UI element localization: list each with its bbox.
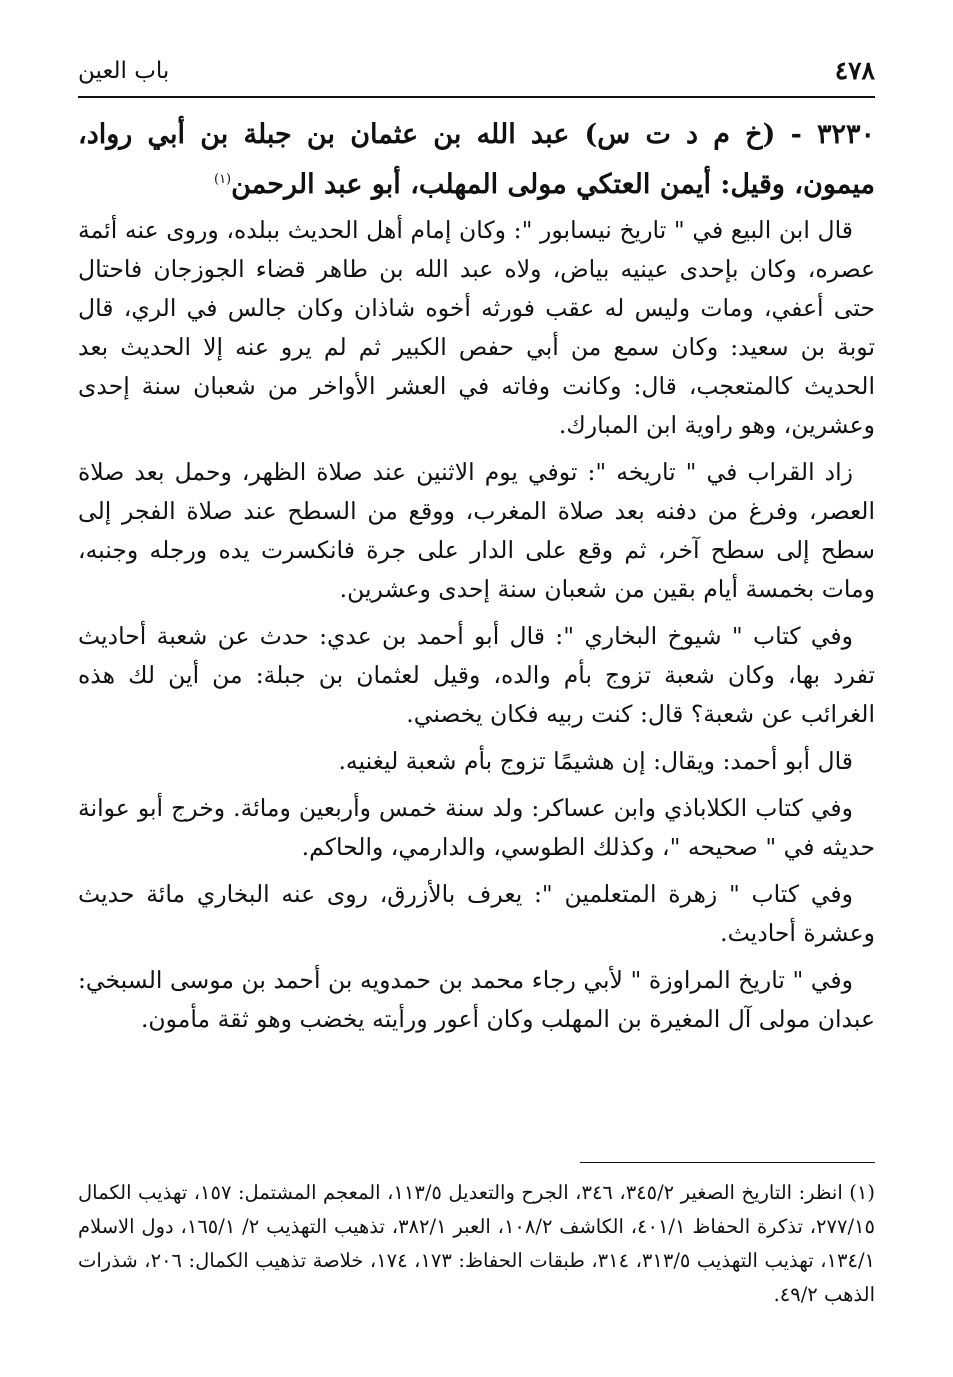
paragraph: وفي " تاريخ المراوزة " لأبي رجاء محمد بن حمدويه بن أحمد بن موسى السبخي: عبدان مولى آل المغيرة بن المهلب وكان أعور ورأيته يخضب وهو ثقة مأمون. <box>78 966 875 1033</box>
footnote-divider <box>580 1162 875 1163</box>
paragraph: قال ابن البيع في " تاريخ نيسابور ": وكان إمام أهل الحديث ببلده، وروى عنه أئمة عصره، وكان بإحدى عينيه بياض، ولاه عبد الله بن طاهر قضاء الجوزجان فاحتال حتى أعفي، ومات وليس له عقب فورثه أخوه شاذان وكان جالس في الري، قال توبة بن سعيد: وكان سمع من أبي حفص الكبير ثم لم يرو عنه إلا الحديث بعد الحديث كالمتعجب، قال: وكانت وفاته في العشر الأواخر من شعبان سنة إحدى وعشرين، وهو راوية ابن المبارك. <box>78 216 875 439</box>
main-text <box>78 112 875 1047</box>
paragraph: زاد القراب في " تاريخه ": توفي يوم الاثنين عند صلاة الظهر، وحمل بعد صلاة العصر، وفرغ من دفنه بعد صلاة المغرب، ووقع من السطح عند صلاة الفجر إلى سطح إلى سطح آخر، ثم وقع على الدار على جرة فانكسرت يده ورجله وجنبه، ومات بخمسة أيام بقين من شعبان سنة إحدى وعشرين. <box>78 458 875 603</box>
entry-heading <box>78 112 875 207</box>
footnote: (١) انظر: التاريخ الصغير ٣٤٥/٢، ٣٤٦، الجرح والتعديل ١١٣/٥، المعجم المشتمل: ١٥٧، تهذيب الكمال ٢٧٧/١٥، تذكرة الحفاظ ٤٠١/١، الكاشف ١٠٨/٢، العبر ٣٨٢/١، تذهيب التهذيب ٢/ ١٦٥/١، دول الاسلام ١٣٤/١، تهذيب التهذيب ٣١٣/٥، ٣١٤، طبقات الحفاظ: ١٧٣، ١٧٤، خلاصة تذهيب الكمال: ٢٠٦، شذرات الذهب ٤٩/٢. <box>78 1181 875 1306</box>
paragraph: وفي كتاب " شيوخ البخاري ": قال أبو أحمد بن عدي: حدث عن شعبة أحاديث تفرد بها، وكان شعبة تزوج بأم والده، وقيل لعثمان بن جبلة: من أين لك هذه الغرائب عن شعبة؟ قال: كنت ربيه فكان يخصني. <box>78 622 875 728</box>
page-number: ٤٧٨ <box>834 56 875 85</box>
paragraph: قال أبو أحمد: ويقال: إن هشيمًا تزوج بأم شعبة ليغنيه. <box>338 747 853 775</box>
entry-heading-text: ٣٢٣٠ - (خ م د ت س) عبد الله بن عثمان بن جبلة بن أبي رواد، ميمون، وقيل: أيمن العتكي مولى المهلب، أبو عبد الرحمن <box>78 119 875 200</box>
paragraph: وفي كتاب الكلاباذي وابن عساكر: ولد سنة خمس وأربعين ومائة. وخرج أبو عوانة حديثه في " صحيحه "، وكذلك الطوسي، والدارمي، والحاكم. <box>78 794 875 861</box>
footnotes <box>78 1176 875 1312</box>
paragraph: وفي كتاب " زهرة المتعلمين ": يعرف بالأزرق، روى عنه البخاري مائة حديث وعشرة أحاديث. <box>78 880 875 947</box>
page-header <box>78 56 875 98</box>
running-section-title: باب العين <box>78 58 170 84</box>
footnote-marker: (١) <box>213 172 232 187</box>
